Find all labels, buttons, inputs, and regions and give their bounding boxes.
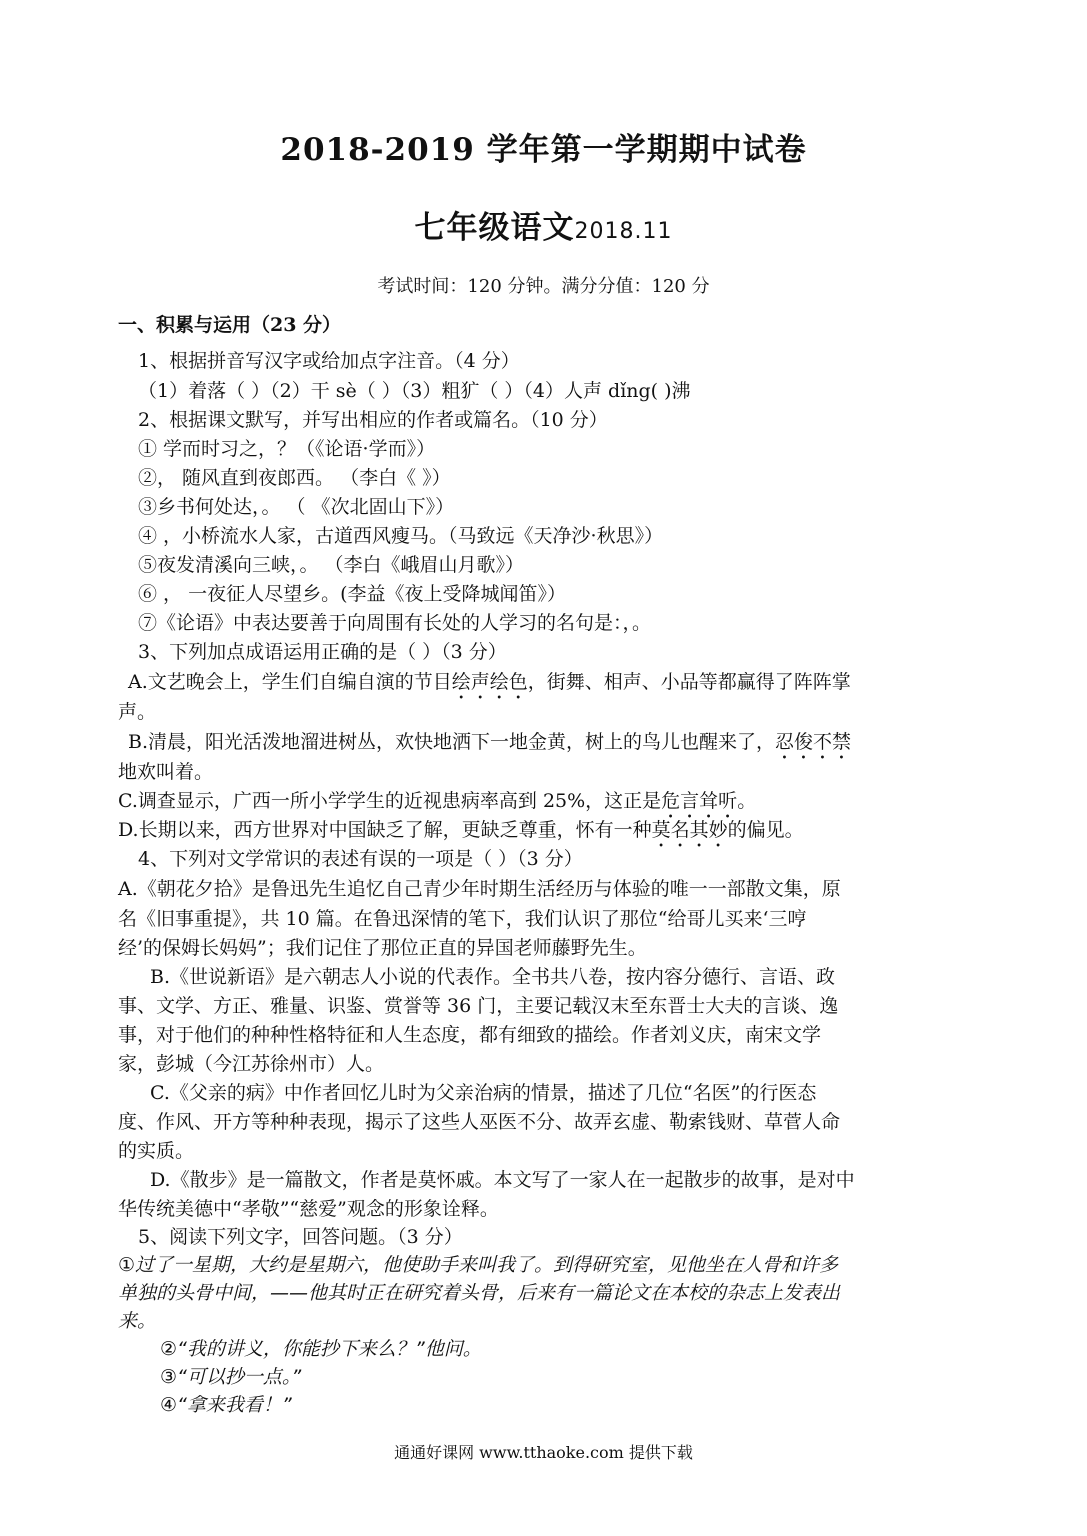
question-1: 1、根据拼音写汉字或给加点字注音。（4 分） [138,350,520,372]
q3-b-text: B.清晨，阳光活泼地溜进树丛，欢快地洒下一地金黄，树上的鸟儿也醒来了， [128,731,776,753]
passage-line-2: 单独的头骨中间，——他其时正在研究着头骨，后来有一篇论文在本校的杂志上发表出 [118,1282,841,1304]
q3-a-idiom: 绘声绘色 [451,671,528,693]
q4-b-line-1: B.《世说新语》是六朝志人小说的代表作。全书共八卷，按内容分德行、言语、政 [150,966,836,988]
passage-line-3: 来。 [118,1310,157,1332]
exam-title: 2018-2019 学年第一学期期中试卷 [280,132,807,168]
q4-c-line-2: 度、作风、开方等种种表现，揭示了这些人巫医不分、故弄玄虚、勒索钱财、草菅人命 [118,1111,841,1133]
question-2-item-4: ④ ，小桥流水人家，古道西风瘦马。（马致远《天净沙·秋思》） [138,525,664,547]
q3-a-text-end: ，街舞、相声、小品等都赢得了阵阵掌 [527,671,851,693]
q3-a-text: A.文艺晚会上，学生们自编自演的节目 [128,671,452,693]
q3-c-text-end: 。 [737,790,757,812]
passage-line-4: ②“我的讲义，你能抄下来么？”他问。 [160,1338,482,1360]
question-2: 2、根据课文默写，并写出相应的作者或篇名。（10 分） [138,409,608,431]
passage-line-6: ④“拿来我看！” [160,1394,292,1416]
question-2-item-3: ③乡书何处达，。 （ 《次北固山下》） [138,496,455,518]
exam-info: 考试时间：120 分钟。满分分值：120 分 [377,276,710,297]
question-3: 3、下列加点成语运用正确的是（ ）（3 分） [138,641,507,663]
section-heading: 一、积累与运用（23 分） [118,314,342,336]
subject-label: 七年级语文 [414,210,575,246]
q3-d-text: D.长期以来，西方世界对中国缺乏了解，更缺乏尊重，怀有一种 [118,819,652,841]
q4-c-line-1: C.《父亲的病》中作者回忆儿时为父亲治病的情景，描述了几位“名医”的行医态 [150,1082,817,1104]
question-5: 5、阅读下列文字，回答问题。（3 分） [138,1226,463,1248]
exam-date: 2018.11 [574,219,673,244]
question-4: 4、下列对文学常识的表述有误的一项是（ ）（3 分） [138,848,583,870]
q4-d-line-1: D.《散步》是一篇散文，作者是莫怀戚。本文写了一家人在一起散步的故事，是对中 [150,1169,855,1191]
q4-a-line-1: A.《朝花夕拾》是鲁迅先生追忆自己青少年时期生活经历与体验的唯一一部散文集，原 [118,878,841,900]
q3-c-text: C.调查显示，广西一所小学学生的近视患病率高到 25%，这正是 [118,790,662,812]
question-2-item-6: ⑥ ， 一夜征人尽望乡。(李益《夜上受降城闻笛》） [138,583,566,605]
question-2-item-5: ⑤夜发清溪向三峡，。 （李白《峨眉山月歌》） [138,554,525,576]
q3-option-a-cont: 声。 [118,701,157,723]
q3-option-b [128,727,851,764]
q4-a-line-3: 经’的保姆长妈妈”；我们记住了那位正直的异国老师藤野先生。 [118,937,647,959]
q3-option-a [128,667,851,704]
q4-b-line-3: 事，对于他们的种种性格特征和人生态度，都有细致的描绘。作者刘义庆，南宋文学 [118,1024,822,1046]
q3-b-idiom: 忍俊不禁 [775,731,852,753]
question-2-item-7: ⑦《论语》中表达要善于向周围有长处的人学习的名句是：，。 [138,612,652,634]
question-1-items: （1）着落（ ）（2）干 sè（ ）（3）粗犷（ ）（4）人声 dǐng( )沸 [138,380,691,402]
q3-d-text-end: 的偏见。 [727,819,804,841]
q3-c-idiom: 危言耸听 [661,790,738,812]
q4-b-line-4: 家，彭城（今江苏徐州市）人。 [118,1053,385,1075]
q3-option-b-cont: 地欢叫着。 [118,761,214,783]
q4-a-line-2: 名《旧事重提》，共 10 篇。在鲁迅深情的笔下，我们认识了那位“给哥儿买来‘三哼 [118,908,807,930]
passage-line-5: ③“可以抄一点。” [160,1366,302,1388]
passage-line-1: ①过了一星期，大约是星期六，他使助手来叫我了。到得研究室，见他坐在人骨和许多 [118,1254,839,1276]
page-footer: 通通好课网 www.tthaoke.com 提供下载 [394,1443,693,1462]
q4-b-line-2: 事、文学、方正、雅量、识鉴、赏誉等 36 门，主要记载汉末至东晋士大夫的言谈、逸 [118,995,839,1017]
exam-subject [0,202,1087,247]
q4-d-line-2: 华传统美德中“孝敬”“慈爱”观念的形象诠释。 [118,1198,499,1220]
q3-d-idiom: 莫名其妙 [651,819,728,841]
question-2-item-2: ②， 随风直到夜郎西。 （李白《 》） [138,467,451,489]
q4-c-line-3: 的实质。 [118,1140,195,1162]
question-2-item-1: ① 学而时习之，？（《论语·学而》） [138,438,436,460]
